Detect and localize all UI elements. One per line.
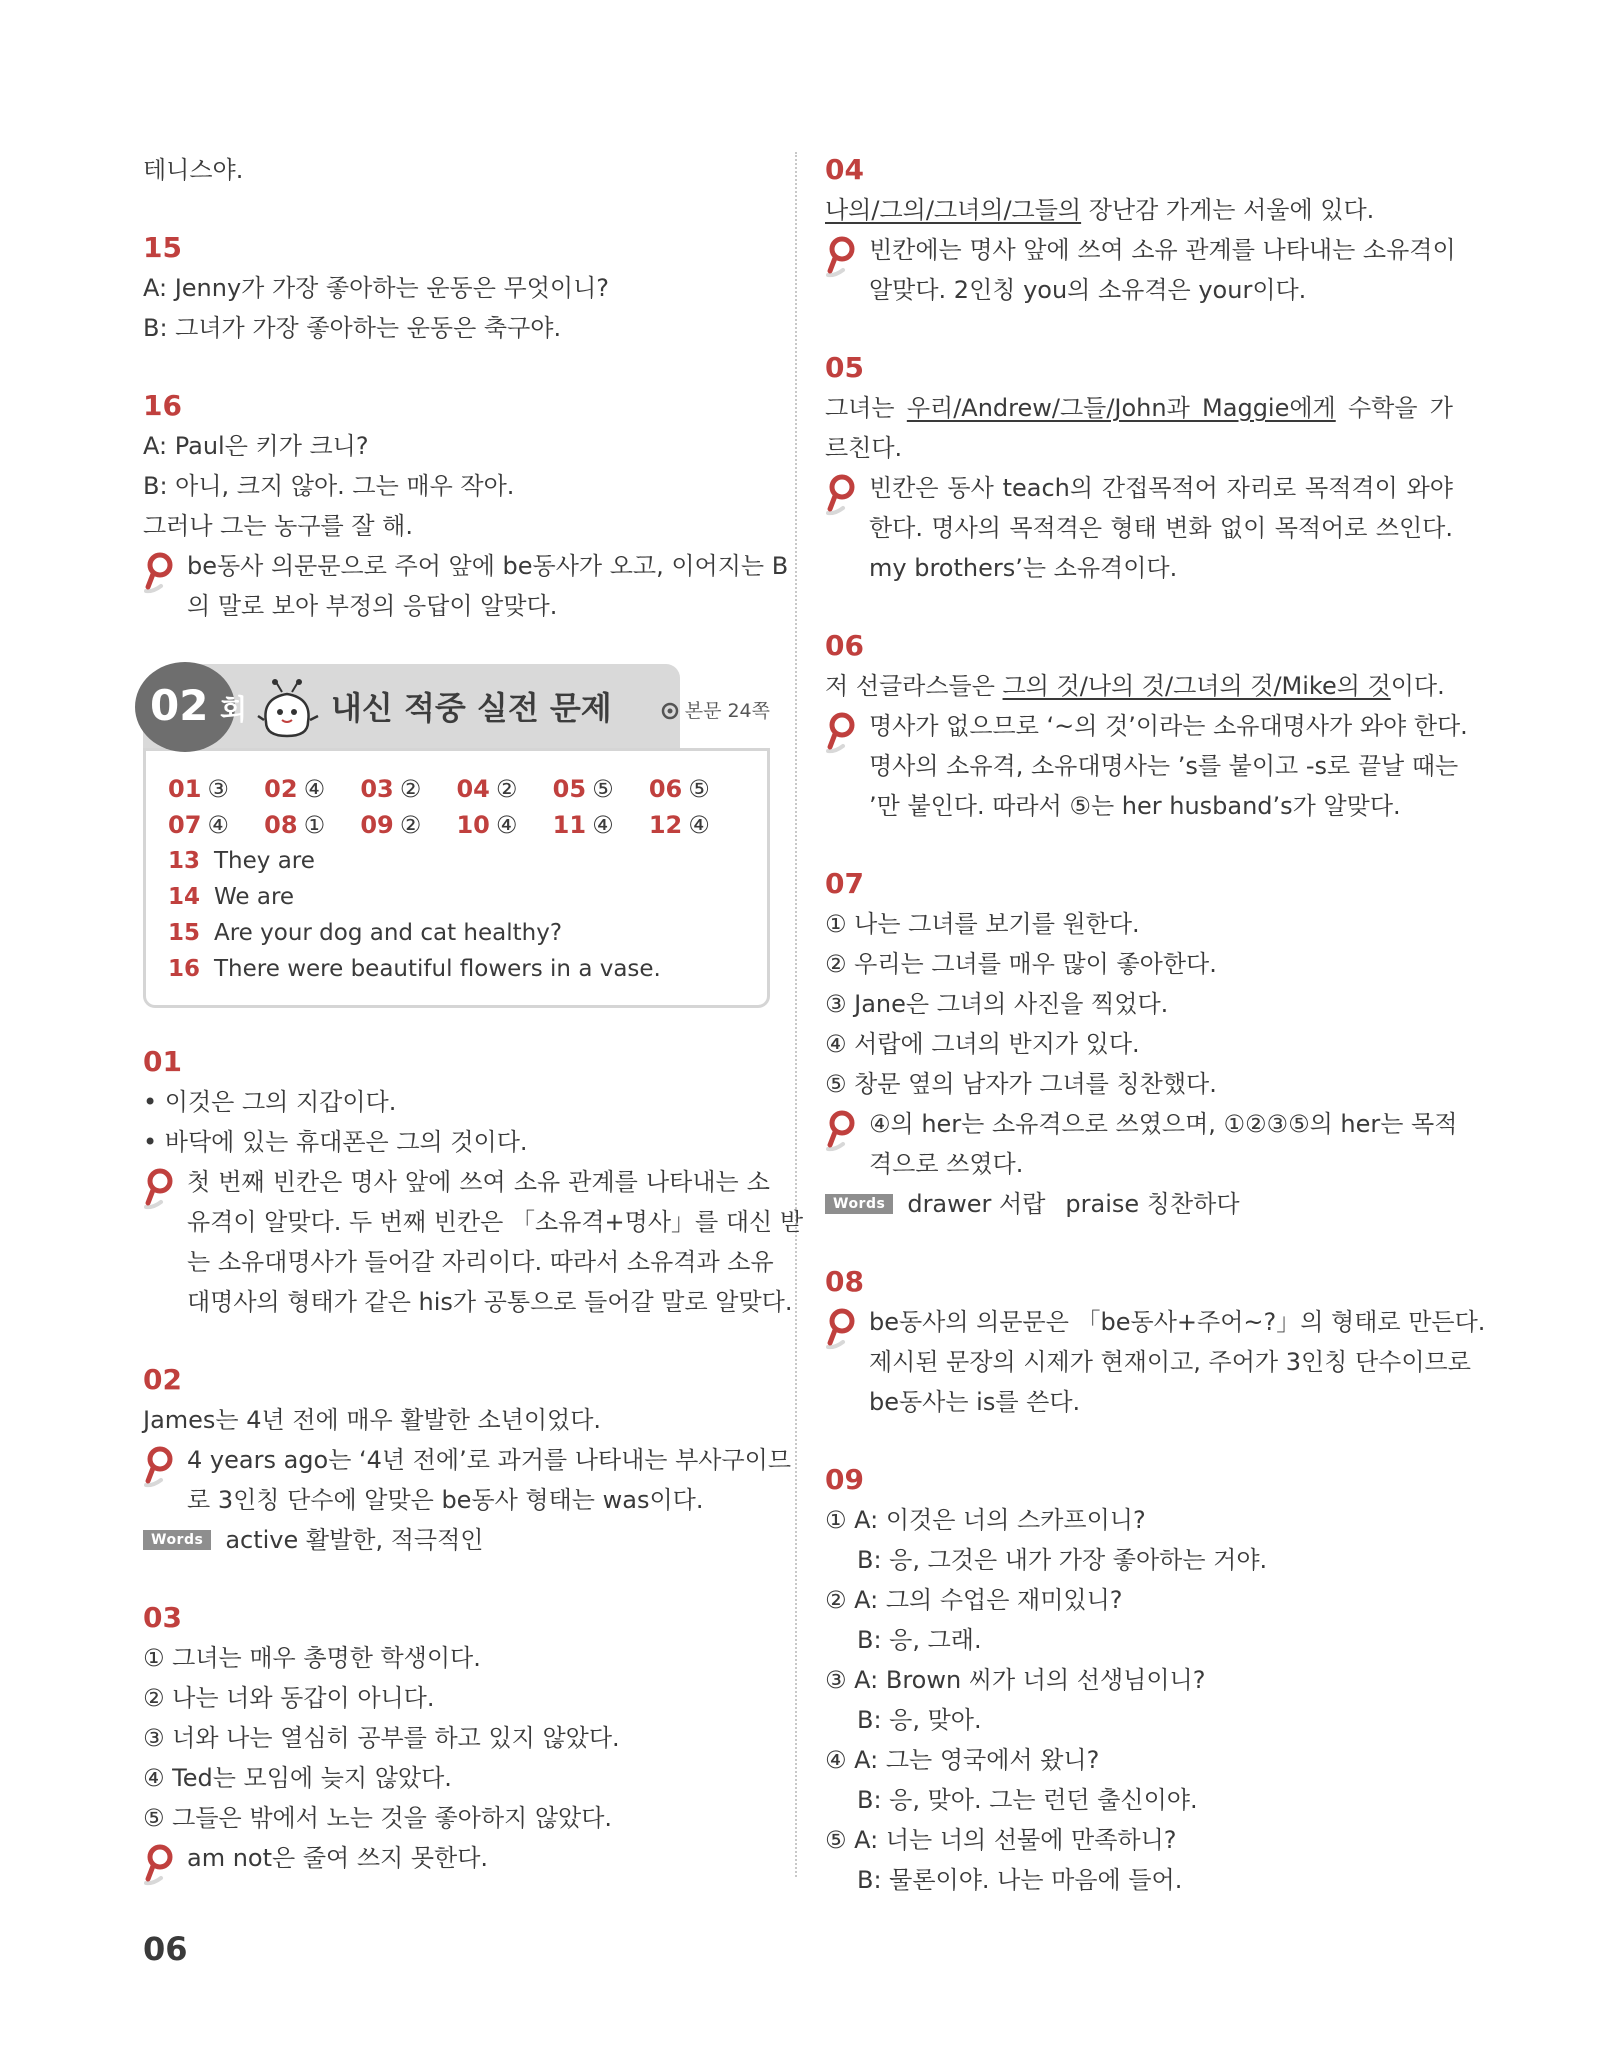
- quiz-header: [143, 664, 770, 748]
- target-circle-icon: [661, 702, 679, 720]
- question-number: 09: [825, 1463, 864, 1496]
- mascot-icon: [256, 678, 320, 742]
- explanation-line: be동사는 is를 쓴다.: [869, 1388, 1081, 1416]
- sentence-line: ② 우리는 그녀를 매우 많이 좋아한다.: [825, 950, 1217, 978]
- explanation-line: am not은 줄여 쓰지 못한다.: [187, 1844, 489, 1872]
- sentence-line: • 바닥에 있는 휴대폰은 그의 것이다.: [143, 1128, 528, 1156]
- answer-cell: 06 ⑤: [648, 775, 710, 803]
- explanation: [143, 546, 789, 626]
- sentence-line: ③ 너와 나는 열심히 공부를 하고 있지 않았다.: [143, 1724, 620, 1752]
- sentence-line: 그녀는 우리/Andrew/그들/John과 Maggie에게 수학을 가: [825, 394, 1453, 422]
- dialog-line: ④ A: 그는 영국에서 왔니?: [825, 1746, 1100, 1774]
- question-06: [825, 626, 1468, 826]
- magnifier-icon: [143, 1844, 177, 1886]
- dialog-line: ③ A: Brown 씨가 너의 선생님이니?: [825, 1666, 1206, 1694]
- question-15: [143, 228, 770, 348]
- answer-cell: 05 ⑤: [552, 775, 614, 803]
- dialog-line: ⑤ A: 너는 너의 선물에 만족하니?: [825, 1826, 1177, 1854]
- sentence-line: ④ 서랍에 그녀의 반지가 있다.: [825, 1030, 1140, 1058]
- answer-cell: 10 ④: [456, 811, 518, 839]
- dialog-line: B: 그녀가 가장 좋아하는 운동은 축구야.: [143, 314, 562, 342]
- quiz-round-label: 회: [220, 693, 248, 726]
- explanation-line: 격으로 쓰였다.: [869, 1150, 1024, 1178]
- answer-cell: 12 ④: [648, 811, 710, 839]
- explanation: [825, 1104, 1458, 1184]
- explanation-line: ④의 her는 소유격으로 쓰였으며, ①②③⑤의 her는 목적: [869, 1110, 1458, 1138]
- explanation: [825, 1302, 1486, 1422]
- explanation: [143, 1838, 770, 1878]
- sentence-line: ⑤ 그들은 밖에서 노는 것을 좋아하지 않았다.: [143, 1804, 613, 1832]
- explanation: [825, 468, 1453, 588]
- answer-row: 15 Are your dog and cat healthy?: [168, 920, 563, 946]
- question-03: [143, 1598, 770, 1878]
- dialog-line: B: 응, 그것은 내가 가장 좋아하는 거야.: [857, 1546, 1268, 1574]
- question-07: [825, 864, 1458, 1224]
- explanation-line: 명사의 소유격, 소유대명사는 ’s를 붙이고 -s로 끝날 때는: [869, 752, 1459, 780]
- underlined-blank: 그의 것/나의 것/그녀의 것/Mike의 것: [1002, 672, 1391, 700]
- intro-line: 테니스야.: [143, 156, 244, 184]
- question-number: 07: [825, 867, 864, 900]
- question-number: 15: [143, 231, 182, 264]
- answer-cell: 04 ②: [456, 775, 518, 803]
- explanation-line: 유격이 알맞다. 두 번째 빈칸은 「소유격+명사」를 대신 받: [187, 1208, 804, 1236]
- left-column: [143, 150, 804, 1916]
- explanation: [143, 1162, 804, 1322]
- magnifier-icon: [825, 236, 859, 278]
- answer-grid: [168, 771, 745, 843]
- quiz-number: 02: [150, 681, 209, 730]
- dialog-line: B: 응, 그래.: [857, 1626, 982, 1654]
- question-number: 02: [143, 1363, 182, 1396]
- words-line: [143, 1520, 770, 1560]
- answer-row: 14 We are: [168, 884, 295, 910]
- magnifier-icon: [825, 474, 859, 516]
- sentence-line: • 이것은 그의 지갑이다.: [143, 1088, 397, 1116]
- explanation-line: 제시된 문장의 시제가 현재이고, 주어가 3인칭 단수이므로: [869, 1348, 1471, 1376]
- answer-cell: 03 ②: [360, 775, 422, 803]
- answer-row: 16 There were beautiful flowers in a vase.: [168, 956, 661, 982]
- magnifier-icon: [825, 712, 859, 754]
- question-number: 04: [825, 153, 864, 186]
- explanation-line: 첫 번째 빈칸은 명사 앞에 쓰여 소유 관계를 나타내는 소: [187, 1168, 770, 1196]
- question-number: 01: [143, 1045, 182, 1078]
- quiz-title: 내신 적중 실전 문제: [331, 689, 612, 727]
- answer-cell: 09 ②: [360, 811, 422, 839]
- sentence-line: 르친다.: [825, 434, 903, 462]
- words-badge: Words: [143, 1530, 211, 1550]
- page-reference: [661, 696, 770, 726]
- dialog-line: 그러나 그는 농구를 잘 해.: [143, 512, 413, 540]
- answer-cell: 08 ①: [264, 811, 326, 839]
- answer-box: [143, 748, 770, 1008]
- question-09: [825, 1460, 1453, 1900]
- answer-cell: 02 ④: [264, 775, 326, 803]
- answer-cell: 11 ④: [552, 811, 614, 839]
- question-number: 08: [825, 1265, 864, 1298]
- question-04: [825, 150, 1456, 310]
- question-number: 05: [825, 351, 864, 384]
- magnifier-icon: [143, 1446, 177, 1488]
- word-gloss: drawer 서랍: [907, 1190, 1046, 1218]
- words-badge: Words: [825, 1194, 893, 1214]
- sentence-line: James는 4년 전에 매우 활발한 소년이었다.: [143, 1406, 602, 1434]
- explanation-line: be동사의 의문문은 「be동사+주어~?」의 형태로 만든다.: [869, 1308, 1486, 1336]
- page-reference-text: 본문 24쪽: [684, 700, 770, 722]
- dialog-line: B: 아니, 크지 않아. 그는 매우 작아.: [143, 472, 515, 500]
- sentence-line: ④ Ted는 모임에 늦지 않았다.: [143, 1764, 452, 1792]
- answer-cell: 07 ④: [168, 811, 229, 839]
- word-gloss: praise 칭찬하다: [1065, 1190, 1240, 1218]
- dialog-line: B: 물론이야. 나는 마음에 들어.: [857, 1866, 1183, 1894]
- dialog-line: B: 응, 맞아. 그는 런던 출신이야.: [857, 1786, 1198, 1814]
- answer-cell: 01 ③: [168, 775, 229, 803]
- column-divider: [795, 152, 797, 1877]
- dialog-line: ② A: 그의 수업은 재미있니?: [825, 1586, 1123, 1614]
- question-number: 03: [143, 1601, 182, 1634]
- dialog-line: A: Jenny가 가장 좋아하는 운동은 무엇이니?: [143, 274, 610, 302]
- explanation-line: 는 소유대명사가 들어갈 자리이다. 따라서 소유격과 소유: [187, 1248, 774, 1276]
- explanation-line: 빈칸에는 명사 앞에 쓰여 소유 관계를 나타내는 소유격이: [869, 236, 1456, 264]
- question-08: [825, 1262, 1486, 1422]
- answer-row: 13 They are: [168, 848, 315, 874]
- word-gloss: active 활발한, 적극적인: [225, 1526, 484, 1554]
- sentence-line: ① 그녀는 매우 총명한 학생이다.: [143, 1644, 481, 1672]
- question-01: [143, 1042, 804, 1322]
- dialog-line: B: 응, 맞아.: [857, 1706, 982, 1734]
- sentence-line: ③ Jane은 그녀의 사진을 찍었다.: [825, 990, 1169, 1018]
- magnifier-icon: [143, 552, 177, 594]
- question-02: [143, 1360, 791, 1560]
- explanation-line: 빈칸은 동사 teach의 간접목적어 자리로 목적격이 와야: [869, 474, 1453, 502]
- explanation-line: ’만 붙인다. 따라서 ⑤는 her husband’s가 알맞다.: [869, 792, 1401, 820]
- explanation: [825, 230, 1456, 310]
- explanation-line: 대명사의 형태가 같은 his가 공통으로 들어갈 말로 알맞다.: [187, 1288, 793, 1316]
- dialog-line: ① A: 이것은 너의 스카프이니?: [825, 1506, 1146, 1534]
- explanation-line: 알맞다. 2인칭 you의 소유격은 your이다.: [869, 276, 1307, 304]
- right-column: [825, 150, 1486, 1938]
- page-number: 06: [143, 1930, 188, 1968]
- underlined-blank: 우리/Andrew/그들/John과 Maggie에게: [906, 394, 1336, 422]
- dialog-line: A: Paul은 키가 크니?: [143, 432, 369, 460]
- magnifier-icon: [143, 1168, 177, 1210]
- sentence-line: ② 나는 너와 동갑이 아니다.: [143, 1684, 435, 1712]
- sentence-line: ① 나는 그녀를 보기를 원한다.: [825, 910, 1140, 938]
- explanation-line: 의 말로 보아 부정의 응답이 알맞다.: [187, 592, 558, 620]
- magnifier-icon: [825, 1110, 859, 1152]
- explanation-line: my brothers’는 소유격이다.: [869, 554, 1178, 582]
- sentence-line: 나의/그의/그녀의/그들의 장난감 가게는 서울에 있다.: [825, 196, 1375, 224]
- explanation: [825, 706, 1468, 826]
- sentence-line: 저 선글라스들은 그의 것/나의 것/그녀의 것/Mike의 것이다.: [825, 672, 1445, 700]
- explanation-line: 로 3인칭 단수에 알맞은 be동사 형태는 was이다.: [187, 1486, 704, 1514]
- explanation: [143, 1440, 791, 1520]
- explanation-line: 4 years ago는 ‘4년 전에’로 과거를 나타내는 부사구이므: [187, 1446, 791, 1474]
- explanation-line: be동사 의문문으로 주어 앞에 be동사가 오고, 이어지는 B: [187, 552, 789, 580]
- magnifier-icon: [825, 1308, 859, 1350]
- words-line: [825, 1184, 1453, 1224]
- explanation-line: 한다. 명사의 목적격은 형태 변화 없이 목적어로 쓰인다.: [869, 514, 1453, 542]
- underlined-blank: 나의/그의/그녀의/그들의: [825, 196, 1082, 224]
- question-number: 16: [143, 389, 182, 422]
- question-number: 06: [825, 629, 864, 662]
- question-05: [825, 348, 1453, 588]
- question-16: [143, 386, 789, 626]
- sentence-line: ⑤ 창문 옆의 남자가 그녀를 칭찬했다.: [825, 1070, 1217, 1098]
- explanation-line: 명사가 없으므로 ‘~의 것’이라는 소유대명사가 와야 한다.: [869, 712, 1468, 740]
